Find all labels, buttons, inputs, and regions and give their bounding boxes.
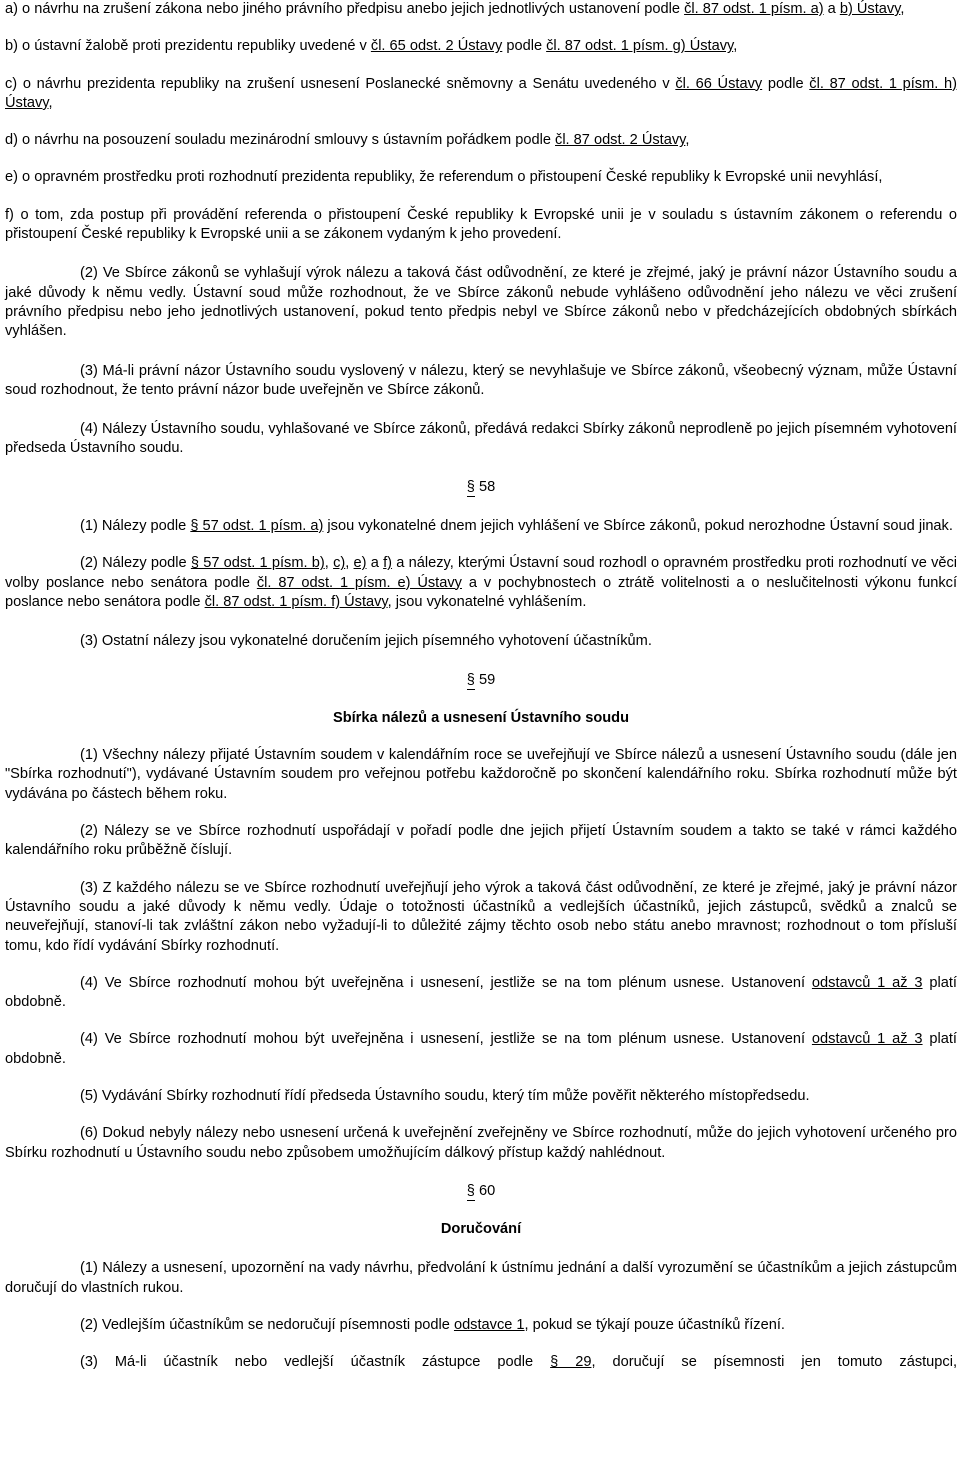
s58-paragraph-1: (1) Nálezy podle § 57 odst. 1 písm. a) jsou vykonatelné dnem jejich vyhlášení ve Sbírce zákonů, pokud nerozhodne Ústavní soud jinak. <box>80 518 953 535</box>
link-cl-87-1-e[interactable]: čl. 87 odst. 1 písm. e) Ústavy <box>256 574 462 591</box>
list-item-f: f) o tom, zda postup při provádění referenda o přistoupení České republiky k Evropské unii je v souladu s ústavním zákonem o referendu o přistoupení České republiky k Evropské unii a se zákonem vydaným k jeho provedení. <box>5 206 957 243</box>
s60-paragraph-1: (1) Nálezy a usnesení, upozornění na vady návrhu, předvolání k ústnímu jednání a další vyrozumění se účastníkům a jejich zástupcům doručují do vlastních rukou. <box>5 1260 957 1296</box>
link-cl-65-2[interactable]: čl. 65 odst. 2 Ústavy <box>370 38 503 55</box>
link-cl-87-1-g[interactable]: čl. 87 odst. 1 písm. g) Ústavy <box>546 38 734 55</box>
s60-paragraph-2: (2) Vedlejším účastníkům se nedoručují písemnosti podle odstavce 1, pokud se týkají pouze účastníků řízení. <box>80 1317 785 1334</box>
link-b-ustavy[interactable]: b) Ústavy <box>839 1 901 17</box>
s58-paragraph-2: (2) Nálezy podle § 57 odst. 1 písm. b), c), e) a f) a nálezy, kterými Ústavní soud rozhodl o opravném prostředku proti rozhodnutí ve věci volby poslance nebo senátora podle čl. 87 odst. 1 písm. e) Ústavy a v pochybnostech o ztrátě volitelnosti a o neslučitelnosti výkonu funkcí poslance nebo senátora podle čl. 87 odst. 1 písm. f) Ústavy, jsou vykonatelné vyhlášením. <box>5 555 958 610</box>
s58-paragraph-3: (3) Ostatní nálezy jsou vykonatelné doručením jejich písemného vyhotovení účastníkům. <box>80 633 652 650</box>
s59-paragraph-4b: (4) Ve Sbírce rozhodnutí mohou být uveřejněna i usnesení, jestliže se na tom plénum usnese. Ustanovení odstavců 1 až 3 platí obdobně. <box>5 1031 957 1067</box>
link-cl-87-2[interactable]: čl. 87 odst. 2 Ústavy <box>555 132 686 149</box>
link-57-1-a[interactable]: § 57 odst. 1 písm. a) <box>190 518 324 535</box>
s59-paragraph-5: (5) Vydávání Sbírky rozhodnutí řídí předseda Ústavního soudu, který tím může pověřit některého místopředsedu. <box>80 1087 810 1104</box>
s60-paragraph-3: (3) Má-li účastník nebo vedlejší účastník zástupce podle § 29, doručují se písemnosti jen tomuto zástupci, <box>80 1354 958 1371</box>
s57-paragraph-3: (3) Má-li právní názor Ústavního soudu vyslovený v nálezu, který se nevyhlašuje ve Sbírce zákonů, všeobecný význam, může Ústavní soud rozhodnout, že tento právní názor bude uveřejněn ve Sbírce zákonů. <box>5 362 957 398</box>
section-symbol: § <box>466 1182 475 1199</box>
link-cl-87-1-a[interactable]: čl. 87 odst. 1 písm. a) <box>684 1 824 17</box>
s59-paragraph-2: (2) Nálezy se ve Sbírce rozhodnutí uspořádají v pořadí podle dne jejich přijetí Ústavním soudem a takto se také v rámci každého kalendářního roku průběžně číslují. <box>5 823 957 859</box>
link-cl-87-1-h[interactable]: čl. 87 odst. 1 písm. h) Ústavy <box>5 75 957 111</box>
link-57-1-e[interactable]: e) <box>353 555 367 572</box>
link-odstavcu-1-3[interactable]: odstavců 1 až 3 <box>811 1031 923 1048</box>
section-58-number: § 58 <box>466 478 496 495</box>
section-60-title: Doručování <box>440 1221 522 1238</box>
link-par-29[interactable]: § 29 <box>550 1354 592 1371</box>
list-item-d: d) o návrhu na posouzení souladu mezinárodní smlouvy s ústavním pořádkem podle čl. 87 odst. 2 Ústavy, <box>5 132 690 149</box>
list-item-c: c) o návrhu prezidenta republiky na zrušení usnesení Poslanecké sněmovny a Senátu uvedeného v čl. 66 Ústavy podle čl. 87 odst. 1 písm. h) Ústavy, <box>5 75 957 111</box>
link-cl-87-1-f[interactable]: čl. 87 odst. 1 písm. f) Ústavy <box>204 593 388 610</box>
list-item-a: a) o návrhu na zrušení zákona nebo jiného právního předpisu anebo jejich jednotlivých ustanovení podle čl. 87 odst. 1 písm. a) a b) Ústavy, <box>5 1 905 17</box>
document-page <box>5 0 957 1373</box>
link-57-1-b[interactable]: § 57 odst. 1 písm. b) <box>190 555 325 572</box>
s59-paragraph-1: (1) Všechny nálezy přijaté Ústavním soudem v kalendářním roce se uveřejňují ve Sbírce nálezů a usnesení Ústavního soudu (dále jen "Sbírka rozhodnutí"), vydávané Ústavním soudem pro veřejnou potřebu každoročně po skončení kalendářního roku. Sbírka rozhodnutí může být vydávána po částech během roku. <box>5 747 957 802</box>
s57-paragraph-2: (2) Ve Sbírce zákonů se vyhlašují výrok nálezu a taková část odůvodnění, ze které je zřejmé, jaký je právní názor Ústavního soudu a jaké důvody k němu vedly. Ústavní soud může rozhodnout, že ve Sbírce zákonů nebude vyhlášeno odůvodnění jeho nálezu ve věci zrušení právního předpisu nebo jeho jednotlivých ustanovení, pokud tento předpis nebyl ve Sbírce zákonů nebo v předcházejících obdobných sbírkách vyhlášen. <box>5 265 957 340</box>
link-odstavce-1[interactable]: odstavce 1 <box>453 1317 525 1334</box>
section-symbol: § <box>466 671 475 688</box>
list-item-e: e) o opravném prostředku proti rozhodnutí prezidenta republiky, že referendum o přistoupení České republiky k Evropské unii nevyhlásí, <box>5 169 883 186</box>
s59-paragraph-3: (3) Z každého nálezu se ve Sbírce rozhodnutí uveřejňují jeho výrok a taková část odůvodnění, ze které je zřejmé, jaký je právní názor Ústavního soudu a jaké důvody k němu vedly. Údaje o totožnosti účastníků a vedlejších účastníků, jejich zástupců, svědků a znalců se neuveřejňují, stanoví-li tak zvláštní zákon nebo vyžadují-li to důležité zájmy těchto osob nebo státu anebo mravnost; rozhodnout o tom přísluší tomu, kdo řídí vydávání Sbírky rozhodnutí. <box>5 879 957 954</box>
section-59-number: § 59 <box>466 671 496 688</box>
list-item-b: b) o ústavní žalobě proti prezidentu republiky uvedené v čl. 65 odst. 2 Ústavy podle čl. 87 odst. 1 písm. g) Ústavy, <box>5 38 738 55</box>
link-57-1-f[interactable]: f) <box>383 555 393 572</box>
link-57-1-c[interactable]: c) <box>333 555 346 572</box>
section-59-title: Sbírka nálezů a usnesení Ústavního soudu <box>332 709 629 726</box>
s59-paragraph-4a: (4) Ve Sbírce rozhodnutí mohou být uveřejněna i usnesení, jestliže se na tom plénum usnese. Ustanovení odstavců 1 až 3 platí obdobně. <box>5 974 957 1011</box>
section-60-number: § 60 <box>466 1182 496 1199</box>
section-symbol: § <box>466 478 475 495</box>
link-odstavcu-1-3[interactable]: odstavců 1 až 3 <box>811 974 923 991</box>
s59-paragraph-6: (6) Dokud nebyly nálezy nebo usnesení určená k uveřejnění zveřejněny ve Sbírce rozhodnutí, může do jejich vyhotovení určeného pro Sbírku rozhodnutí u Ústavního soudu nebo způsobem umožňujícím dálkový přístup každý nahlédnout. <box>5 1125 957 1161</box>
link-cl-66[interactable]: čl. 66 Ústavy <box>675 75 763 92</box>
s57-paragraph-4: (4) Nálezy Ústavního soudu, vyhlašované ve Sbírce zákonů, předává redakci Sbírky zákonů neprodleně po jejich písemném vyhotovení předseda Ústavního soudu. <box>5 421 957 457</box>
